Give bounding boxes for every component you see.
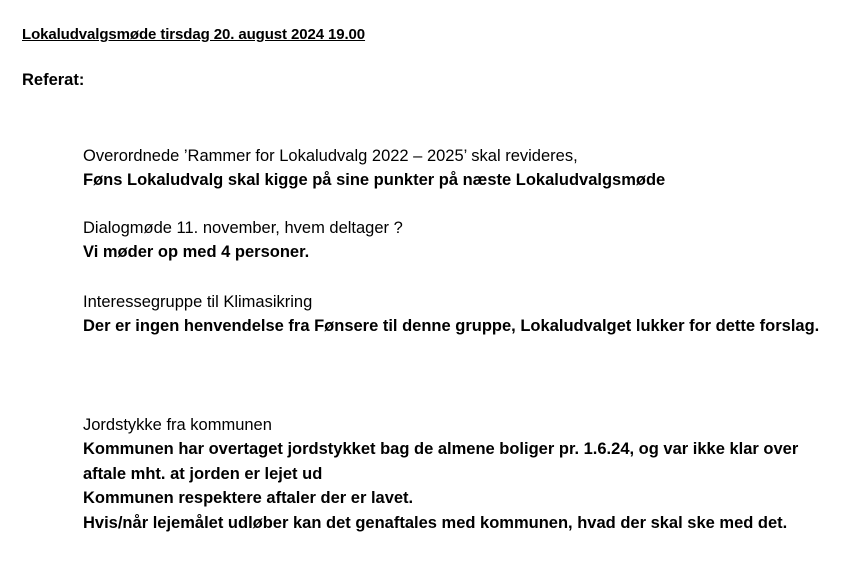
meeting-heading: Lokaludvalgsmøde tirsdag 20. august 2024 19.00 [22,26,366,43]
decision-line: Vi møder op med 4 personer. [83,243,310,261]
agenda-item-title: Interessegruppe til Klimasikring [83,293,313,311]
agenda-item-decision [83,314,828,339]
decision-line: Kommunen har overtaget jordstykket bag de almene boliger pr. 1.6.24, og var ikke klar over aftale mht. at jorden er lejet ud [83,440,799,483]
referat-label: Referat: [22,71,85,89]
agenda-item-title: Dialogmøde 11. november, hvem deltager ? [83,219,403,237]
agenda-item-title: Overordnede ’Rammer for Lokaludvalg 2022 – 2025’ skal revideres, [83,147,578,165]
agenda-item [83,290,828,339]
agenda-item [83,144,828,193]
agenda-item-decision [83,168,828,193]
agenda-item [83,413,828,535]
decision-line: Der er ingen henvendelse fra Fønsere til denne gruppe, Lokaludvalget lukker for dette forslag. [83,317,820,335]
decision-line: Hvis/når lejemålet udløber kan det genaftales med kommunen, hvad der skal ske med det. [83,513,788,532]
agenda-item [83,216,828,265]
agenda-item-title: Jordstykke fra kommunen [83,416,272,434]
decision-line: Føns Lokaludvalg skal kigge på sine punkter på næste Lokaludvalgsmøde [83,171,666,189]
agenda-item-decision [83,437,828,535]
decision-line: Kommunen respektere aftaler der er lavet. [83,489,414,507]
agenda-item-decision [83,240,828,265]
